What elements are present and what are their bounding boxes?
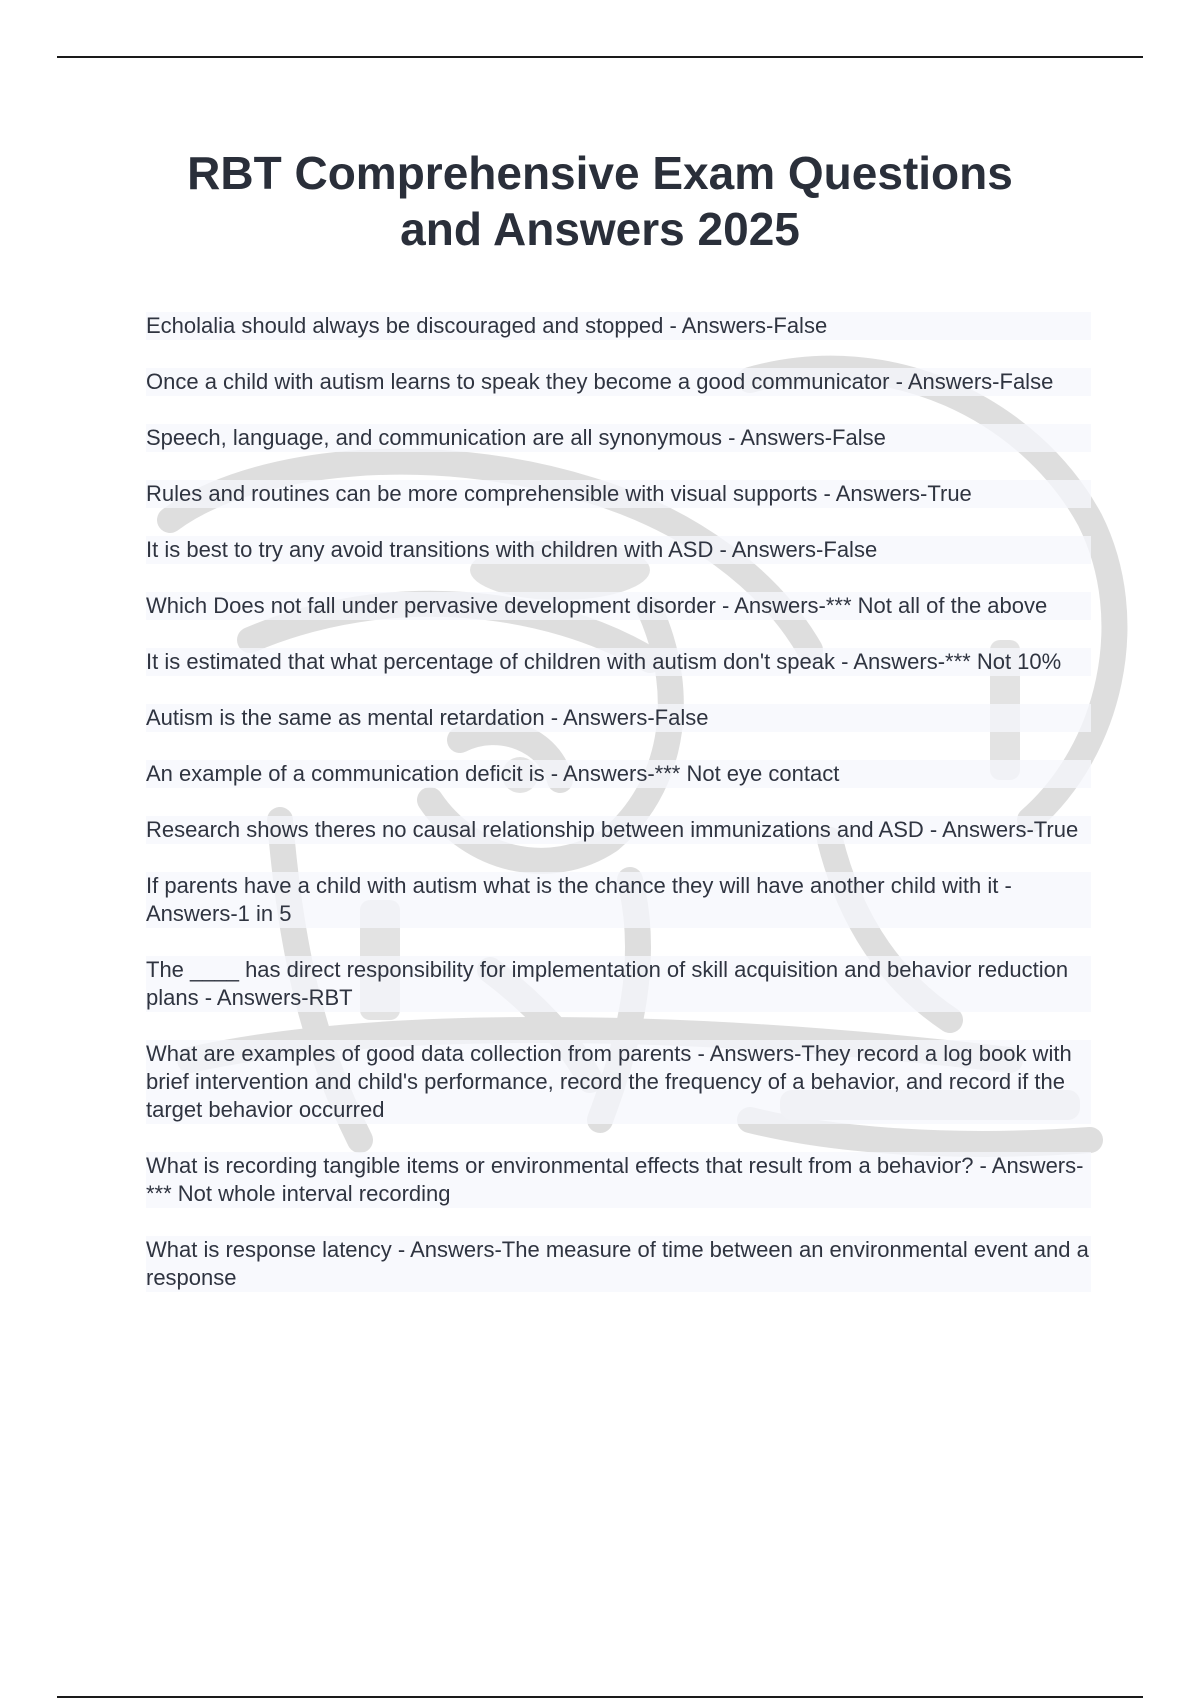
bottom-rule <box>57 1696 1143 1698</box>
qa-item: Autism is the same as mental retardation - Answers-False <box>146 704 1091 732</box>
qa-item: If parents have a child with autism what is the chance they will have another child with it - Answers-1 in 5 <box>146 872 1091 928</box>
qa-item: The ____ has direct responsibility for implementation of skill acquisition and behavior reduction plans - Answers-RBT <box>146 956 1091 1012</box>
title-line-2: and Answers 2025 <box>400 203 800 255</box>
qa-item: What is recording tangible items or environmental effects that result from a behavior? - Answers-*** Not whole interval recording <box>146 1152 1091 1208</box>
qa-item: What is response latency - Answers-The measure of time between an environmental event and a response <box>146 1236 1091 1292</box>
qa-item: It is estimated that what percentage of children with autism don't speak - Answers-*** Not 10% <box>146 648 1091 676</box>
top-rule <box>57 56 1143 58</box>
qa-list <box>146 312 1091 1320</box>
qa-item: Which Does not fall under pervasive development disorder - Answers-*** Not all of the above <box>146 592 1091 620</box>
qa-item: What are examples of good data collection from parents - Answers-They record a log book with brief intervention and child's performance, record the frequency of a behavior, and record if the target behavior occurred <box>146 1040 1091 1124</box>
title-line-1: RBT Comprehensive Exam Questions <box>187 147 1013 199</box>
qa-item: An example of a communication deficit is - Answers-*** Not eye contact <box>146 760 1091 788</box>
qa-item: Rules and routines can be more comprehensible with visual supports - Answers-True <box>146 480 1091 508</box>
qa-item: Research shows theres no causal relationship between immunizations and ASD - Answers-True <box>146 816 1091 844</box>
qa-item: It is best to try any avoid transitions with children with ASD - Answers-False <box>146 536 1091 564</box>
qa-item: Once a child with autism learns to speak they become a good communicator - Answers-False <box>146 368 1091 396</box>
qa-item: Echolalia should always be discouraged and stopped - Answers-False <box>146 312 1091 340</box>
document-title <box>100 145 1100 257</box>
qa-item: Speech, language, and communication are all synonymous - Answers-False <box>146 424 1091 452</box>
